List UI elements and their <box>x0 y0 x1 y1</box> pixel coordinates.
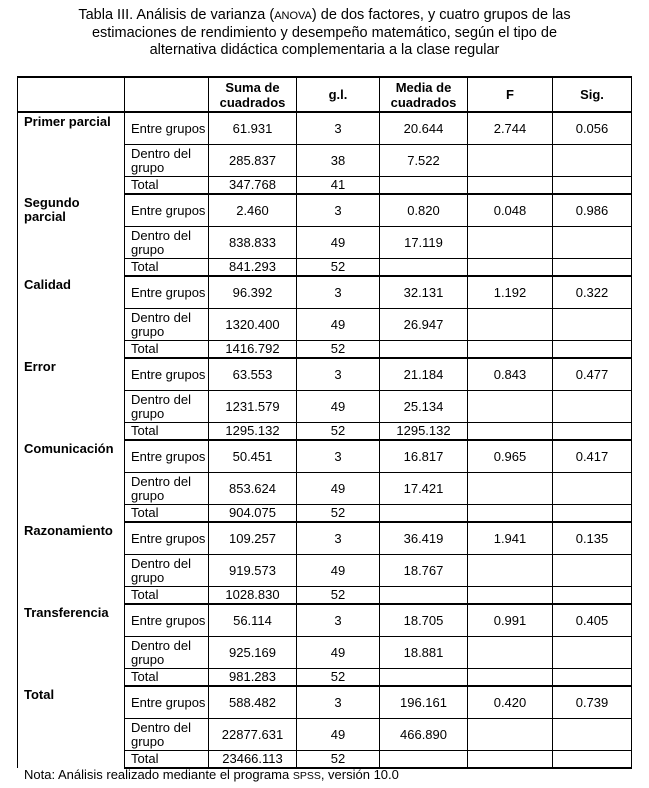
f-value: 0.843 <box>468 358 553 391</box>
sig-value: 0.417 <box>553 440 632 473</box>
source-label: Entre grupos <box>125 112 209 145</box>
table-row <box>18 522 632 555</box>
source-label: Dentro del grupo <box>125 227 209 259</box>
f-value <box>468 145 553 177</box>
df-value: 52 <box>297 669 380 687</box>
variable-name: Comunicación <box>18 440 125 522</box>
variable-name: Segundo parcial <box>18 194 125 276</box>
variable-name: Total <box>18 686 125 768</box>
ms-value: 17.421 <box>380 473 468 505</box>
header-variable <box>18 77 125 112</box>
source-label: Total <box>125 669 209 687</box>
f-value <box>468 177 553 195</box>
spss-abbrev: SPSS <box>292 770 321 782</box>
source-label: Entre grupos <box>125 276 209 309</box>
ss-value: 56.114 <box>209 604 297 637</box>
df-value: 41 <box>297 177 380 195</box>
source-label: Entre grupos <box>125 194 209 227</box>
sig-value <box>553 669 632 687</box>
header-sig: Sig. <box>553 77 632 112</box>
ss-value: 347.768 <box>209 177 297 195</box>
table-caption <box>0 7 649 59</box>
variable-name: Calidad <box>18 276 125 358</box>
source-label: Dentro del grupo <box>125 145 209 177</box>
f-value <box>468 227 553 259</box>
df-value: 3 <box>297 194 380 227</box>
df-value: 49 <box>297 391 380 423</box>
sig-value <box>553 751 632 769</box>
ms-value: 25.134 <box>380 391 468 423</box>
df-value: 38 <box>297 145 380 177</box>
anova-abbrev: ANOVA <box>274 10 312 22</box>
header-row <box>18 77 632 112</box>
ms-value: 20.644 <box>380 112 468 145</box>
ss-value: 841.293 <box>209 259 297 277</box>
ms-value <box>380 341 468 359</box>
caption-line-2: estimaciones de rendimiento y desempeño matemático, según el tipo de <box>91 25 558 41</box>
f-value <box>468 587 553 605</box>
source-label: Entre grupos <box>125 440 209 473</box>
header-df: g.l. <box>297 77 380 112</box>
caption-line-3: alternativa didáctica complementaria a la clase regular <box>149 42 500 58</box>
f-value: 2.744 <box>468 112 553 145</box>
ms-value <box>380 177 468 195</box>
df-value: 3 <box>297 112 380 145</box>
source-label: Entre grupos <box>125 522 209 555</box>
sig-value <box>553 309 632 341</box>
ms-value <box>380 751 468 769</box>
ss-value: 50.451 <box>209 440 297 473</box>
ss-value: 1231.579 <box>209 391 297 423</box>
f-value <box>468 309 553 341</box>
variable-name: Transferencia <box>18 604 125 686</box>
f-value: 0.048 <box>468 194 553 227</box>
df-value: 49 <box>297 227 380 259</box>
ss-value: 96.392 <box>209 276 297 309</box>
sig-value <box>553 259 632 277</box>
ss-value: 285.837 <box>209 145 297 177</box>
ss-value: 838.833 <box>209 227 297 259</box>
sig-value <box>553 227 632 259</box>
caption-line-1: Tabla III. Análisis de varianza (ANOVA) de dos factores, y cuatro grupos de las <box>78 7 571 23</box>
source-label: Dentro del grupo <box>125 391 209 423</box>
ms-value: 466.890 <box>380 719 468 751</box>
ss-value: 22877.631 <box>209 719 297 751</box>
df-value: 52 <box>297 505 380 523</box>
sig-value: 0.405 <box>553 604 632 637</box>
sig-value <box>553 341 632 359</box>
ss-value: 1320.400 <box>209 309 297 341</box>
sig-value: 0.322 <box>553 276 632 309</box>
f-value <box>468 341 553 359</box>
ms-value: 7.522 <box>380 145 468 177</box>
sig-value <box>553 423 632 441</box>
df-value: 3 <box>297 440 380 473</box>
ss-value: 904.075 <box>209 505 297 523</box>
ms-value <box>380 505 468 523</box>
ms-value: 18.767 <box>380 555 468 587</box>
df-value: 49 <box>297 637 380 669</box>
sig-value: 0.056 <box>553 112 632 145</box>
sig-value: 0.477 <box>553 358 632 391</box>
ms-value: 18.881 <box>380 637 468 669</box>
variable-name: Razonamiento <box>18 522 125 604</box>
f-value <box>468 751 553 769</box>
df-value: 52 <box>297 423 380 441</box>
ss-value: 2.460 <box>209 194 297 227</box>
source-label: Total <box>125 177 209 195</box>
sig-value <box>553 505 632 523</box>
source-label: Total <box>125 751 209 769</box>
df-value: 49 <box>297 555 380 587</box>
anova-table <box>17 76 632 769</box>
f-value <box>468 505 553 523</box>
df-value: 3 <box>297 686 380 719</box>
source-label: Total <box>125 341 209 359</box>
f-value <box>468 473 553 505</box>
source-label: Dentro del grupo <box>125 637 209 669</box>
table-row <box>18 358 632 391</box>
ss-value: 23466.113 <box>209 751 297 769</box>
df-value: 52 <box>297 751 380 769</box>
sig-value <box>553 145 632 177</box>
source-label: Entre grupos <box>125 686 209 719</box>
ss-value: 109.257 <box>209 522 297 555</box>
df-value: 3 <box>297 604 380 637</box>
f-value <box>468 719 553 751</box>
source-label: Dentro del grupo <box>125 719 209 751</box>
sig-value: 0.986 <box>553 194 632 227</box>
df-value: 49 <box>297 719 380 751</box>
table-body <box>18 112 632 768</box>
ms-value: 36.419 <box>380 522 468 555</box>
source-label: Total <box>125 259 209 277</box>
source-label: Dentro del grupo <box>125 309 209 341</box>
sig-value: 0.739 <box>553 686 632 719</box>
sig-value <box>553 555 632 587</box>
table-row <box>18 686 632 719</box>
table-row <box>18 604 632 637</box>
ms-value: 196.161 <box>380 686 468 719</box>
df-value: 52 <box>297 259 380 277</box>
source-label: Entre grupos <box>125 604 209 637</box>
header-source <box>125 77 209 112</box>
source-label: Dentro del grupo <box>125 555 209 587</box>
f-value <box>468 669 553 687</box>
source-label: Dentro del grupo <box>125 473 209 505</box>
source-label: Total <box>125 505 209 523</box>
variable-name: Error <box>18 358 125 440</box>
df-value: 3 <box>297 276 380 309</box>
table-row <box>18 194 632 227</box>
sig-value: 0.135 <box>553 522 632 555</box>
ms-value: 1295.132 <box>380 423 468 441</box>
ms-value: 26.947 <box>380 309 468 341</box>
ss-value: 919.573 <box>209 555 297 587</box>
table-row <box>18 112 632 145</box>
sig-value <box>553 637 632 669</box>
f-value <box>468 423 553 441</box>
f-value <box>468 637 553 669</box>
ms-value <box>380 259 468 277</box>
table-row <box>18 276 632 309</box>
ms-value <box>380 669 468 687</box>
f-value: 0.965 <box>468 440 553 473</box>
df-value: 52 <box>297 341 380 359</box>
sig-value <box>553 587 632 605</box>
df-value: 52 <box>297 587 380 605</box>
table-note: Nota: Análisis realizado mediante el programa SPSS, versión 10.0 <box>24 767 399 782</box>
ms-value: 21.184 <box>380 358 468 391</box>
df-value: 3 <box>297 358 380 391</box>
ss-value: 925.169 <box>209 637 297 669</box>
source-label: Entre grupos <box>125 358 209 391</box>
ss-value: 853.624 <box>209 473 297 505</box>
sig-value <box>553 391 632 423</box>
source-label: Total <box>125 423 209 441</box>
ss-value: 981.283 <box>209 669 297 687</box>
header-f: F <box>468 77 553 112</box>
variable-name: Primer parcial <box>18 112 125 194</box>
f-value: 1.941 <box>468 522 553 555</box>
ms-value: 17.119 <box>380 227 468 259</box>
ss-value: 61.931 <box>209 112 297 145</box>
df-value: 49 <box>297 473 380 505</box>
ss-value: 1295.132 <box>209 423 297 441</box>
f-value: 0.420 <box>468 686 553 719</box>
f-value: 0.991 <box>468 604 553 637</box>
ms-value: 16.817 <box>380 440 468 473</box>
ms-value: 32.131 <box>380 276 468 309</box>
source-label: Total <box>125 587 209 605</box>
sig-value <box>553 719 632 751</box>
ms-value: 18.705 <box>380 604 468 637</box>
table-row <box>18 440 632 473</box>
sig-value <box>553 473 632 505</box>
f-value <box>468 555 553 587</box>
sig-value <box>553 177 632 195</box>
f-value <box>468 391 553 423</box>
ss-value: 1416.792 <box>209 341 297 359</box>
f-value <box>468 259 553 277</box>
ss-value: 1028.830 <box>209 587 297 605</box>
ms-value: 0.820 <box>380 194 468 227</box>
ms-value <box>380 587 468 605</box>
df-value: 49 <box>297 309 380 341</box>
ss-value: 588.482 <box>209 686 297 719</box>
df-value: 3 <box>297 522 380 555</box>
ss-value: 63.553 <box>209 358 297 391</box>
header-mean-square: Media de cuadrados <box>380 77 468 112</box>
f-value: 1.192 <box>468 276 553 309</box>
header-sum-of-squares: Suma de cuadrados <box>209 77 297 112</box>
